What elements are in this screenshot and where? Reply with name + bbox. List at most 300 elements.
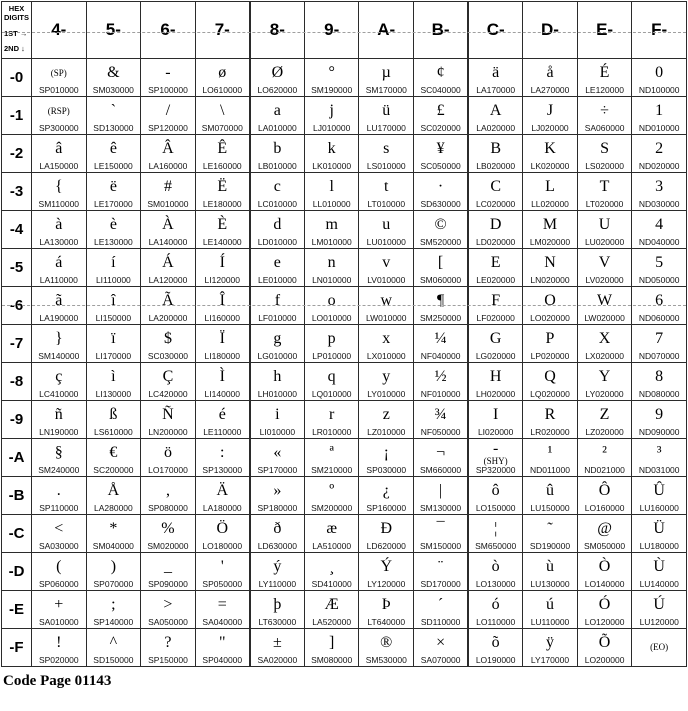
gcgid-code: LO110000 bbox=[476, 616, 516, 627]
glyph: î bbox=[111, 292, 116, 310]
row-header-4: -4 bbox=[2, 211, 32, 249]
cell-95 bbox=[304, 249, 359, 287]
cell-B4 bbox=[414, 211, 469, 249]
gcgid-code: LN200000 bbox=[148, 426, 188, 437]
row-header-2: -2 bbox=[2, 135, 32, 173]
glyph: 0 bbox=[655, 64, 664, 82]
cell-C4 bbox=[468, 211, 523, 249]
cell-88 bbox=[250, 363, 305, 401]
cell-D7 bbox=[523, 325, 578, 363]
row-header-3: -3 bbox=[2, 173, 32, 211]
glyph: Ð bbox=[380, 520, 393, 538]
gcgid-code: SM050000 bbox=[584, 540, 626, 551]
glyph: ¢ bbox=[436, 64, 445, 82]
gcgid-code: LI110000 bbox=[95, 274, 131, 285]
gcgid-code: LI130000 bbox=[95, 388, 132, 399]
glyph: ã bbox=[55, 292, 63, 310]
glyph: v bbox=[382, 254, 391, 272]
gcgid-code: SA040000 bbox=[202, 616, 243, 627]
glyph: n bbox=[327, 254, 336, 272]
glyph: ˜ bbox=[547, 520, 553, 538]
row-header-C: -C bbox=[2, 515, 32, 553]
cell-97 bbox=[304, 325, 359, 363]
gcgid-code: LA110000 bbox=[39, 274, 78, 285]
cell-51 bbox=[86, 97, 141, 135]
glyph: À bbox=[162, 216, 174, 234]
gcgid-code: SP150000 bbox=[148, 654, 188, 665]
gcgid-code: LK020000 bbox=[530, 160, 570, 171]
cell-84 bbox=[250, 211, 305, 249]
cell-7C bbox=[195, 515, 250, 553]
gcgid-code: LE130000 bbox=[93, 236, 133, 247]
glyph: B bbox=[490, 140, 501, 158]
gcgid-code: SP040000 bbox=[202, 654, 243, 665]
gcgid-code: LS020000 bbox=[585, 160, 624, 171]
glyph: Õ bbox=[598, 634, 611, 652]
gcgid-code: LI120000 bbox=[204, 274, 240, 285]
glyph: y bbox=[382, 368, 391, 386]
cell-BA bbox=[414, 439, 469, 477]
gcgid-code: SP050000 bbox=[202, 578, 243, 589]
cell-CE bbox=[468, 591, 523, 629]
row-header-9: -9 bbox=[2, 401, 32, 439]
cell-63 bbox=[141, 173, 196, 211]
cell-83 bbox=[250, 173, 305, 211]
gcgid-code: LU140000 bbox=[639, 578, 679, 589]
gcgid-code: LU130000 bbox=[530, 578, 570, 589]
gcgid-code: LO020000 bbox=[530, 312, 570, 323]
gcgid-code: LD020000 bbox=[476, 236, 516, 247]
gcgid-code: SD190000 bbox=[529, 540, 571, 551]
cell-62 bbox=[141, 135, 196, 173]
glyph: Ò bbox=[598, 558, 611, 576]
glyph: æ bbox=[326, 520, 338, 538]
hex-digits-label bbox=[2, 5, 31, 22]
glyph: M bbox=[542, 216, 558, 234]
glyph: ! bbox=[56, 634, 62, 652]
gcgid-code: NF040000 bbox=[420, 350, 461, 361]
cell-57 bbox=[86, 325, 141, 363]
column-header-7: 7- bbox=[195, 2, 250, 59]
gcgid-code: LV020000 bbox=[585, 274, 624, 285]
cell-41 bbox=[32, 97, 87, 135]
gcgid-code: LV010000 bbox=[367, 274, 406, 285]
glyph: b bbox=[273, 140, 282, 158]
gcgid-code: LM020000 bbox=[529, 236, 571, 247]
cell-F3 bbox=[632, 173, 687, 211]
cell-F5 bbox=[632, 249, 687, 287]
gcgid-code: SA010000 bbox=[38, 616, 79, 627]
gcgid-code: ND050000 bbox=[638, 274, 680, 285]
cell-BE bbox=[414, 591, 469, 629]
table-row-E bbox=[2, 591, 687, 629]
cell-CD bbox=[468, 553, 523, 591]
gcgid-code: SD630000 bbox=[420, 198, 461, 209]
gcgid-code: LY120000 bbox=[367, 578, 406, 589]
gcgid-code: LO180000 bbox=[202, 540, 243, 551]
gcgid-code: LC020000 bbox=[476, 198, 516, 209]
row-header-0: -0 bbox=[2, 59, 32, 97]
glyph: | bbox=[438, 482, 443, 500]
cell-F8 bbox=[632, 363, 687, 401]
glyph: Ñ bbox=[162, 406, 174, 424]
glyph: Æ bbox=[324, 596, 339, 614]
gcgid-code: LB020000 bbox=[476, 160, 516, 171]
gcgid-code: SM130000 bbox=[420, 502, 462, 513]
cell-50 bbox=[86, 59, 141, 97]
gcgid-code: LE180000 bbox=[202, 198, 242, 209]
glyph: · bbox=[437, 178, 444, 196]
glyph: p bbox=[327, 330, 336, 348]
gcgid-code: LN190000 bbox=[39, 426, 79, 437]
gcgid-code: SC050000 bbox=[420, 160, 461, 171]
glyph: Ô bbox=[598, 482, 611, 500]
cell-60 bbox=[141, 59, 196, 97]
cell-74 bbox=[195, 211, 250, 249]
glyph: Ý bbox=[380, 558, 393, 576]
table-row-5 bbox=[2, 249, 687, 287]
gcgid-code: LA520000 bbox=[312, 616, 352, 627]
cell-A2 bbox=[359, 135, 414, 173]
gcgid-code: SP120000 bbox=[148, 122, 188, 133]
cell-79 bbox=[195, 401, 250, 439]
gcgid-code: SA020000 bbox=[257, 654, 298, 665]
cell-CC bbox=[468, 515, 523, 553]
glyph: 6 bbox=[655, 292, 664, 310]
gcgid-code: LO130000 bbox=[475, 578, 516, 589]
glyph: ÷ bbox=[600, 102, 609, 120]
glyph: _ bbox=[163, 558, 172, 576]
glyph: X bbox=[598, 330, 611, 348]
cell-45 bbox=[32, 249, 87, 287]
cell-E5 bbox=[577, 249, 632, 287]
cell-9A bbox=[304, 439, 359, 477]
cell-A1 bbox=[359, 97, 414, 135]
gcgid-code: SM650000 bbox=[475, 540, 517, 551]
column-header-F: F- bbox=[632, 2, 687, 59]
glyph: « bbox=[273, 444, 282, 462]
glyph: ± bbox=[272, 634, 282, 652]
cell-B3 bbox=[414, 173, 469, 211]
special-name: (SHY) bbox=[483, 456, 508, 466]
glyph: ¸ bbox=[329, 558, 335, 576]
gcgid-code bbox=[632, 664, 686, 666]
glyph: Â bbox=[162, 140, 174, 158]
gcgid-code: SM020000 bbox=[147, 540, 189, 551]
glyph: G bbox=[489, 330, 502, 348]
gcgid-code: SM070000 bbox=[201, 122, 243, 133]
cell-D8 bbox=[523, 363, 578, 401]
cell-FB bbox=[632, 477, 687, 515]
gcgid-code: LE110000 bbox=[203, 426, 242, 437]
glyph: Ì bbox=[219, 368, 225, 386]
gcgid-code: ND021000 bbox=[584, 464, 625, 475]
gcgid-code: ND100000 bbox=[638, 84, 680, 95]
column-header-E: E- bbox=[577, 2, 632, 59]
cell-8A bbox=[250, 439, 305, 477]
gcgid-code: LR020000 bbox=[530, 426, 570, 437]
gcgid-code: LD010000 bbox=[257, 236, 297, 247]
gcgid-code: SP030000 bbox=[366, 464, 407, 475]
gcgid-code: SM140000 bbox=[38, 350, 80, 361]
cell-FC bbox=[632, 515, 687, 553]
gcgid-code: LL010000 bbox=[312, 198, 351, 209]
gcgid-code: SP080000 bbox=[148, 502, 188, 513]
gcgid-code: LJ010000 bbox=[313, 122, 351, 133]
cell-D4 bbox=[523, 211, 578, 249]
gcgid-code: LA120000 bbox=[148, 274, 188, 285]
glyph: g bbox=[273, 330, 282, 348]
glyph: e bbox=[273, 254, 281, 272]
cell-BC bbox=[414, 515, 469, 553]
glyph: o bbox=[327, 292, 336, 310]
gcgid-code: LY020000 bbox=[585, 388, 624, 399]
cell-5B bbox=[86, 477, 141, 515]
gcgid-code: SP060000 bbox=[38, 578, 79, 589]
gcgid-code: LH010000 bbox=[257, 388, 297, 399]
glyph: - (SHY) bbox=[483, 440, 508, 466]
gcgid-code: LA510000 bbox=[312, 540, 352, 551]
glyph: ü bbox=[382, 102, 391, 120]
glyph bbox=[32, 97, 86, 124]
gcgid-code: SM040000 bbox=[92, 540, 134, 551]
glyph: Å bbox=[107, 482, 120, 500]
corner-header bbox=[2, 2, 32, 59]
cell-A9 bbox=[359, 401, 414, 439]
cell-4A bbox=[32, 439, 87, 477]
glyph: W bbox=[597, 292, 613, 310]
cell-C8 bbox=[468, 363, 523, 401]
cell-43 bbox=[32, 173, 87, 211]
glyph: Ë bbox=[217, 178, 228, 196]
glyph: Ù bbox=[653, 558, 665, 576]
gcgid-code: LA160000 bbox=[148, 160, 188, 171]
column-header-B: B- bbox=[414, 2, 469, 59]
gcgid-code: LY170000 bbox=[530, 654, 570, 665]
glyph: C bbox=[490, 178, 501, 196]
cell-53 bbox=[86, 173, 141, 211]
cell-46 bbox=[32, 287, 87, 325]
gcgid-code: LE150000 bbox=[93, 160, 133, 171]
table-row-3 bbox=[2, 173, 687, 211]
cell-DB bbox=[523, 477, 578, 515]
glyph: r bbox=[329, 406, 335, 424]
glyph bbox=[632, 629, 686, 664]
cell-EE bbox=[577, 591, 632, 629]
special-name: (EO) bbox=[650, 642, 669, 652]
glyph: w bbox=[380, 292, 393, 310]
gcgid-code: LO010000 bbox=[311, 312, 352, 323]
cell-F2 bbox=[632, 135, 687, 173]
gcgid-code: LP020000 bbox=[530, 350, 570, 361]
column-header-8: 8- bbox=[250, 2, 305, 59]
gcgid-code: LU010000 bbox=[366, 236, 406, 247]
cell-C3 bbox=[468, 173, 523, 211]
glyph: á bbox=[55, 254, 63, 272]
glyph: 1 bbox=[655, 102, 664, 120]
cell-DD bbox=[523, 553, 578, 591]
glyph: * bbox=[109, 520, 118, 538]
cell-61 bbox=[141, 97, 196, 135]
glyph: ß bbox=[109, 406, 118, 424]
glyph: ¦ bbox=[494, 520, 498, 538]
cell-EC bbox=[577, 515, 632, 553]
gcgid-code: SM250000 bbox=[420, 312, 462, 323]
glyph: û bbox=[545, 482, 554, 500]
glyph: Y bbox=[598, 368, 611, 386]
axis-legend bbox=[2, 27, 31, 56]
gcgid-code: SD170000 bbox=[420, 578, 461, 589]
gcgid-code: ND080000 bbox=[638, 388, 680, 399]
cell-E7 bbox=[577, 325, 632, 363]
gcgid-code: LA190000 bbox=[39, 312, 79, 323]
gcgid-code: LT020000 bbox=[585, 198, 624, 209]
gcgid-code: LT640000 bbox=[367, 616, 406, 627]
glyph: H bbox=[489, 368, 502, 386]
cell-A5 bbox=[359, 249, 414, 287]
column-header-5: 5- bbox=[86, 2, 141, 59]
gcgid-code: LE120000 bbox=[585, 84, 624, 95]
cell-86 bbox=[250, 287, 305, 325]
gcgid-code: SD130000 bbox=[93, 122, 134, 133]
second-digit-arrow: 2ND ↓ bbox=[4, 43, 25, 53]
cell-77 bbox=[195, 325, 250, 363]
cell-F7 bbox=[632, 325, 687, 363]
glyph: Ï bbox=[219, 330, 225, 348]
glyph: $ bbox=[163, 330, 172, 348]
cell-52 bbox=[86, 135, 141, 173]
glyph: ³ bbox=[656, 444, 662, 462]
glyph: ä bbox=[492, 64, 500, 82]
glyph: i bbox=[275, 406, 280, 424]
gcgid-code: SC030000 bbox=[147, 350, 189, 361]
glyph: c bbox=[273, 178, 281, 196]
cell-D9 bbox=[523, 401, 578, 439]
cell-AA bbox=[359, 439, 414, 477]
glyph: þ bbox=[273, 596, 282, 614]
glyph: ¬ bbox=[436, 444, 446, 462]
glyph: ð bbox=[273, 520, 282, 538]
gcgid-code: ND030000 bbox=[638, 198, 680, 209]
cell-DE bbox=[523, 591, 578, 629]
glyph: } bbox=[54, 330, 63, 348]
gcgid-code: LB010000 bbox=[257, 160, 297, 171]
gcgid-code: LQ020000 bbox=[530, 388, 570, 399]
glyph: 7 bbox=[655, 330, 664, 348]
glyph: µ bbox=[381, 64, 391, 82]
cell-C0 bbox=[468, 59, 523, 97]
glyph: V bbox=[598, 254, 611, 272]
gcgid-code: LU110000 bbox=[530, 616, 570, 627]
cell-8E bbox=[250, 591, 305, 629]
gcgid-code: ND060000 bbox=[638, 312, 680, 323]
cell-76 bbox=[195, 287, 250, 325]
glyph: I bbox=[493, 406, 499, 424]
column-header-row bbox=[2, 2, 687, 59]
gcgid-code: SD410000 bbox=[311, 578, 352, 589]
cell-AB bbox=[359, 477, 414, 515]
gcgid-code: LE020000 bbox=[476, 274, 516, 285]
cell-92 bbox=[304, 135, 359, 173]
glyph: : bbox=[220, 444, 225, 462]
glyph: = bbox=[217, 596, 227, 614]
glyph: ¹ bbox=[547, 444, 553, 462]
glyph: Þ bbox=[381, 596, 391, 614]
cell-6C bbox=[141, 515, 196, 553]
glyph: ; bbox=[111, 596, 116, 614]
table-row-D bbox=[2, 553, 687, 591]
gcgid-code: LY010000 bbox=[367, 388, 406, 399]
cell-EB bbox=[577, 477, 632, 515]
cell-96 bbox=[304, 287, 359, 325]
glyph: > bbox=[163, 596, 173, 614]
glyph: / bbox=[165, 102, 171, 120]
glyph: j bbox=[329, 102, 334, 120]
glyph: ^ bbox=[109, 634, 118, 652]
gcgid-code: LO200000 bbox=[584, 654, 625, 665]
cell-66 bbox=[141, 287, 196, 325]
gcgid-code: SA070000 bbox=[420, 654, 461, 665]
glyph: O bbox=[544, 292, 556, 310]
cell-58 bbox=[86, 363, 141, 401]
gcgid-code: LA010000 bbox=[257, 122, 297, 133]
digits-label: DIGITS bbox=[3, 12, 29, 22]
glyph: ö bbox=[163, 444, 172, 462]
cell-A7 bbox=[359, 325, 414, 363]
gcgid-code: SM150000 bbox=[420, 540, 462, 551]
cell-8F bbox=[250, 629, 305, 667]
cell-E9 bbox=[577, 401, 632, 439]
gcgid-code: LY110000 bbox=[258, 578, 297, 589]
glyph: ° bbox=[328, 64, 335, 82]
glyph: » bbox=[273, 482, 282, 500]
glyph: ¾ bbox=[434, 406, 447, 424]
cell-6F bbox=[141, 629, 196, 667]
cell-9E bbox=[304, 591, 359, 629]
cell-A3 bbox=[359, 173, 414, 211]
glyph: t bbox=[384, 178, 389, 196]
glyph: © bbox=[434, 216, 447, 234]
cell-80 bbox=[250, 59, 305, 97]
gcgid-code: SA060000 bbox=[584, 122, 625, 133]
gcgid-code: SM080000 bbox=[311, 654, 353, 665]
glyph bbox=[32, 59, 86, 86]
glyph: l bbox=[329, 178, 334, 196]
gcgid-code: SP020000 bbox=[38, 654, 79, 665]
cell-9C bbox=[304, 515, 359, 553]
gcgid-code: LI010000 bbox=[259, 426, 296, 437]
glyph: Í bbox=[219, 254, 225, 272]
glyph: ¡ bbox=[383, 444, 389, 462]
gcgid-code: LU180000 bbox=[639, 540, 679, 551]
cell-40 bbox=[32, 59, 87, 97]
glyph: ½ bbox=[434, 368, 447, 386]
cell-47 bbox=[32, 325, 87, 363]
row-header-6: -6 bbox=[2, 287, 32, 325]
hex-label: HEX bbox=[8, 4, 25, 13]
glyph: º bbox=[329, 482, 335, 500]
gcgid-code: SM200000 bbox=[311, 502, 353, 513]
glyph: N bbox=[544, 254, 556, 272]
glyph: S bbox=[600, 140, 610, 158]
glyph: < bbox=[54, 520, 64, 538]
gcgid-code: LC420000 bbox=[148, 388, 188, 399]
cell-6A bbox=[141, 439, 196, 477]
gcgid-code: ND010000 bbox=[638, 122, 680, 133]
column-header-A: A- bbox=[359, 2, 414, 59]
glyph: a bbox=[273, 102, 281, 120]
gcgid-code: SP130000 bbox=[202, 464, 243, 475]
